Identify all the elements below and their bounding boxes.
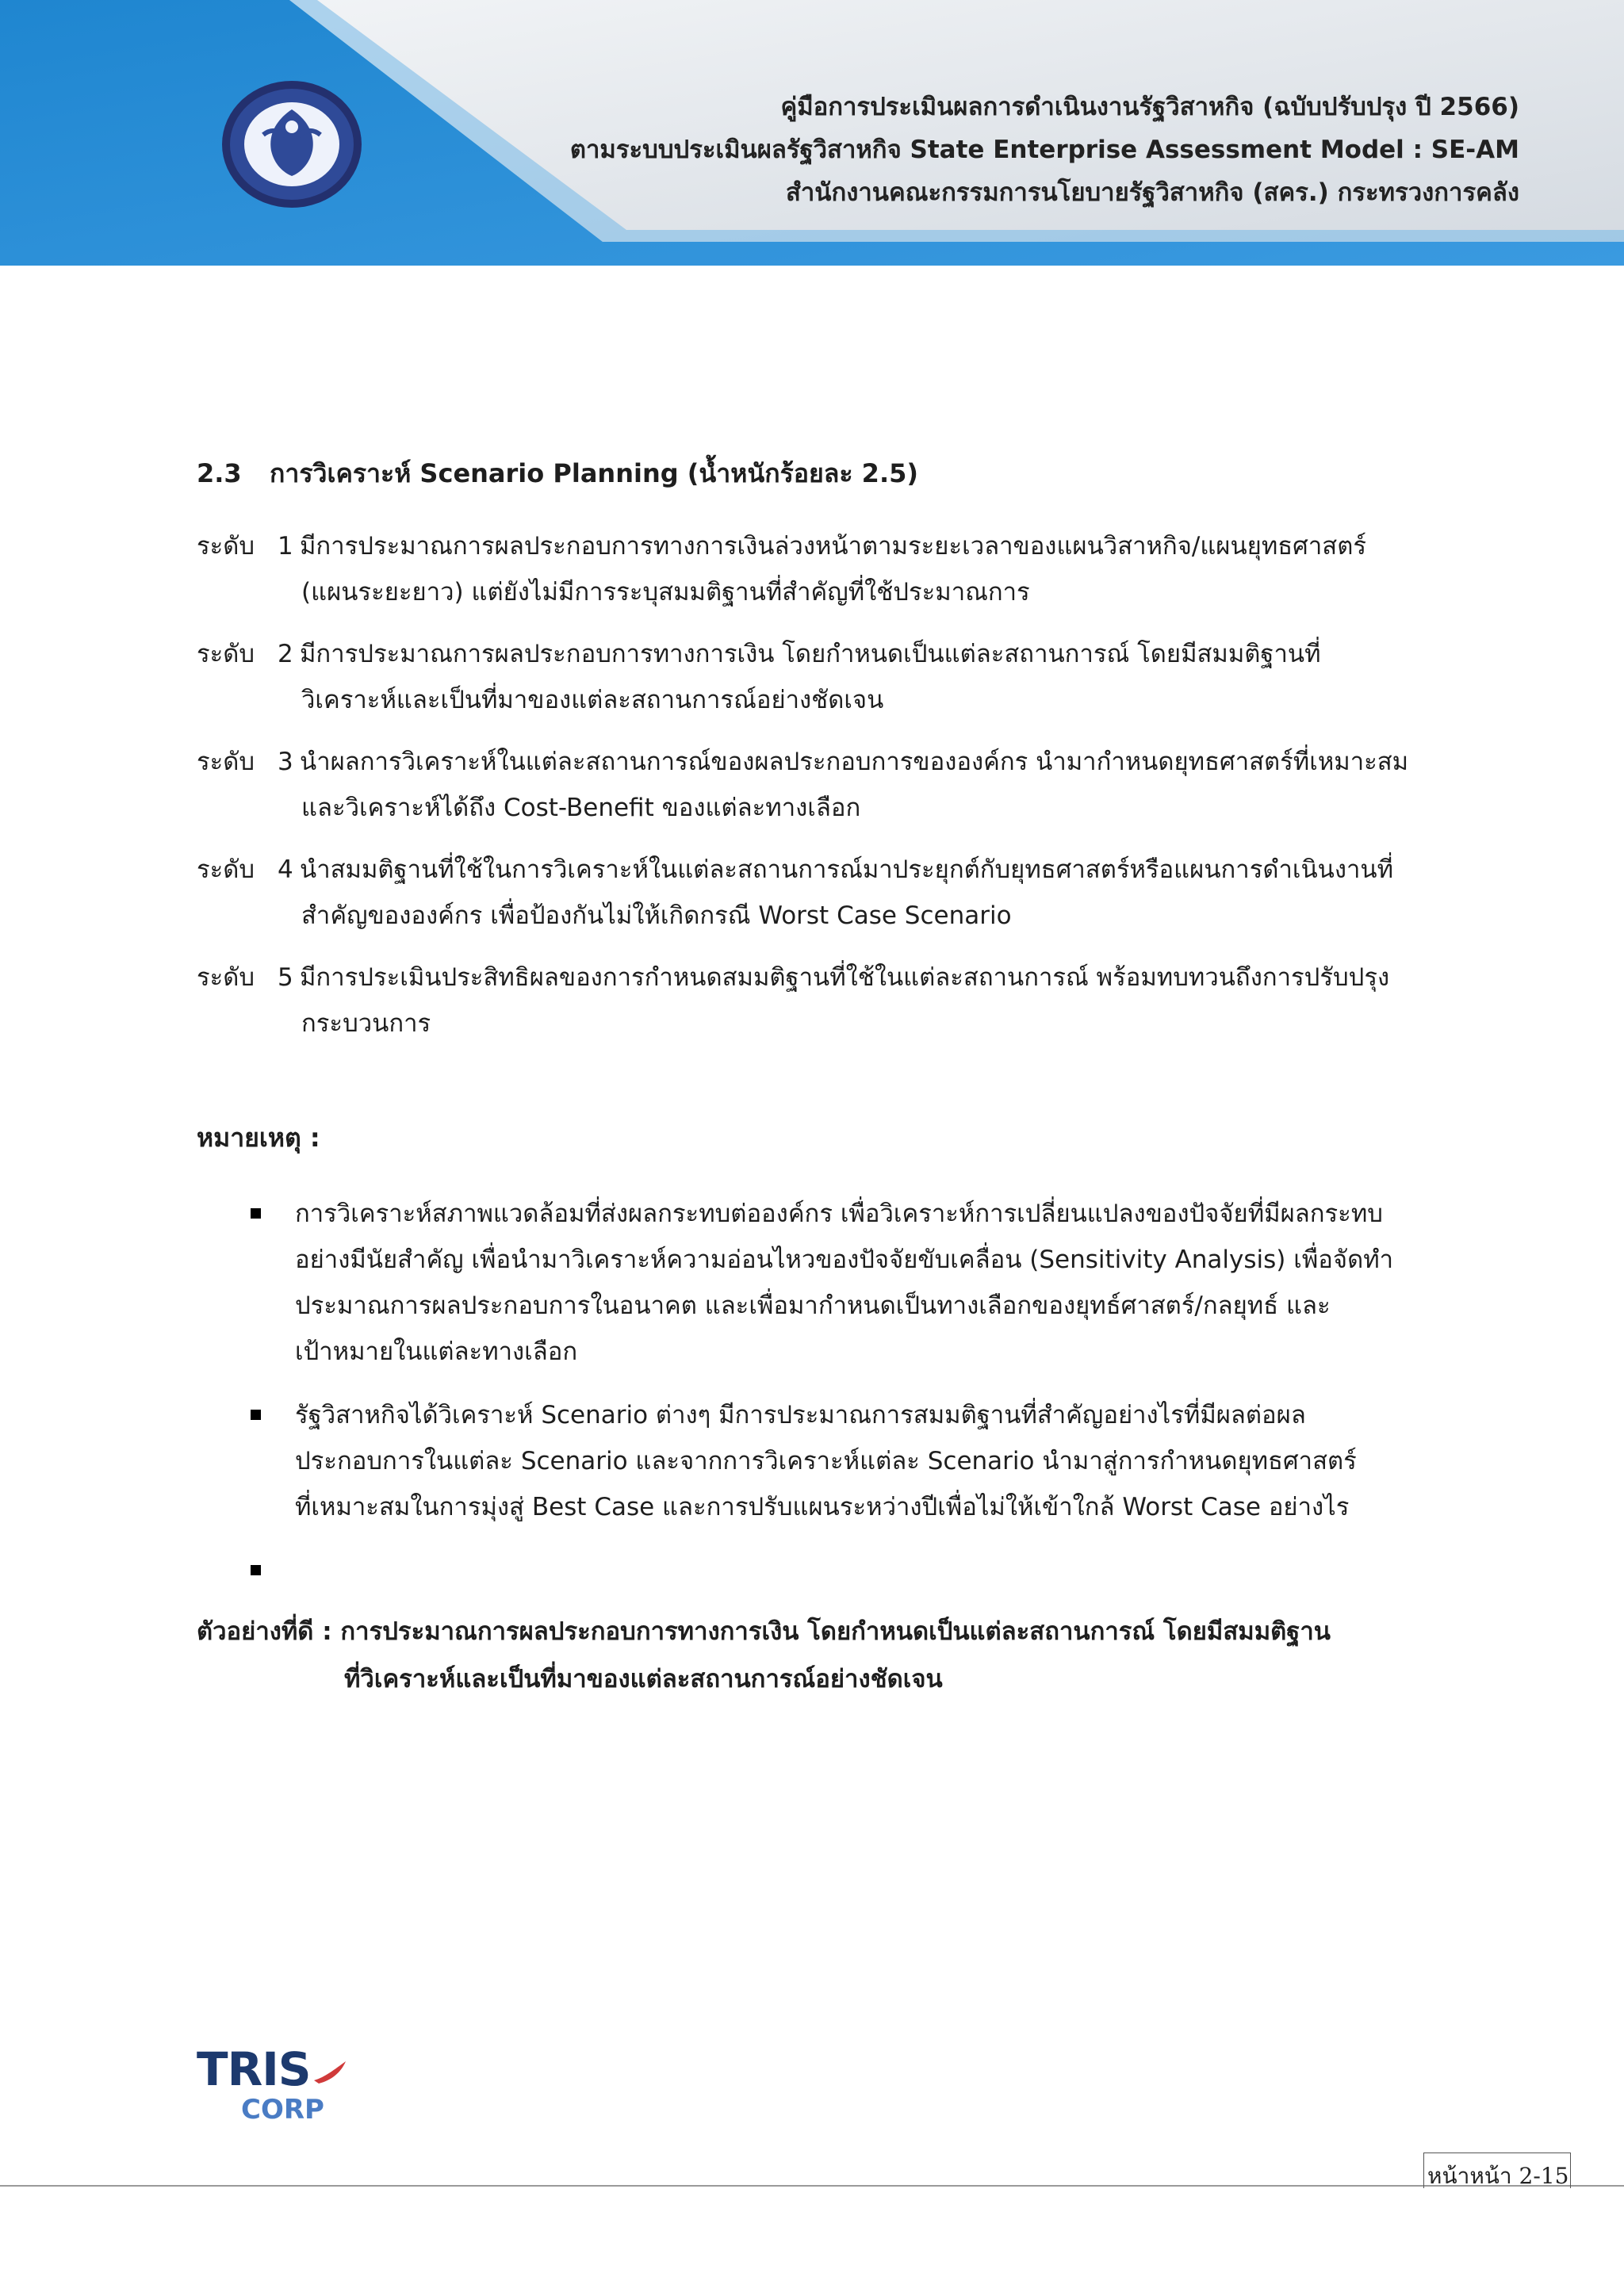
level-tag: ระดับ — [197, 963, 255, 992]
note-text: การวิเคราะห์สภาพแวดล้อมที่ส่งผลกระทบต่อองค์กร เพื่อวิเคราะห์การเปลี่ยนแปลงของปัจจัยที่มีผลกระทบ — [295, 1200, 1383, 1228]
section-title: การวิเคราะห์ Scenario Planning (น้ำหนักร้อยละ 2.5) — [270, 458, 918, 488]
header-title-line: สำนักงานคณะกรรมการนโยบายรัฐวิสาหกิจ (สคร.) กระทรวงการคลัง — [785, 178, 1519, 207]
level-text: นำสมมติฐานที่ใช้ในการวิเคราะห์ในแต่ละสถานการณ์มาประยุกต์กับยุทธศาสตร์หรือแผนการดำเนินงานที่ — [300, 855, 1394, 884]
footer-divider — [0, 2185, 1624, 2187]
good-example-text: ตัวอย่างที่ดี : การประมาณการผลประกอบการทางการเงิน โดยกำหนดเป็นแต่ละสถานการณ์ โดยมีสมมติฐาน — [197, 1617, 1331, 1646]
level-text: มีการประมาณการผลประกอบการทางการเงินล่วงหน้าตามระยะเวลาของแผนวิสาหกิจ/แผนยุทธศาสตร์ — [300, 532, 1366, 561]
bullet-square-icon — [251, 1410, 261, 1420]
level-text: นำผลการวิเคราะห์ในแต่ละสถานการณ์ของผลประกอบการขององค์กร นำมากำหนดยุทธศาสตร์ที่เหมาะสม — [300, 748, 1409, 776]
level-number: 1 — [278, 532, 293, 561]
header-title-line: คู่มือการประเมินผลการดำเนินงานรัฐวิสาหกิจ (ฉบับปรับปรุง ปี 2566) — [780, 93, 1519, 121]
level-text: มีการประเมินประสิทธิผลของการกำหนดสมมติฐานที่ใช้ในแต่ละสถานการณ์ พร้อมทบทวนถึงการปรับปรุง — [300, 963, 1390, 992]
level-tag: ระดับ — [197, 855, 255, 884]
level-number: 2 — [278, 640, 293, 668]
bullet-square-icon — [251, 1565, 261, 1575]
note-bullet-list — [246, 1191, 1431, 1611]
note-text: อย่างมีนัยสำคัญ เพื่อนำมาวิเคราะห์ความอ่อนไหวของปัจจัยขับเคลื่อน (Sensitivity Analysis) เพื่อจัดทำ — [295, 1246, 1394, 1274]
level-text: (แผนระยะยาว) แต่ยังไม่มีการระบุสมมติฐานที่สำคัญที่ใช้ประมาณการ — [301, 578, 1030, 607]
note-bullet — [246, 1191, 1431, 1375]
level-number: 5 — [278, 963, 293, 992]
tris-corp-logo — [195, 2045, 354, 2125]
ministry-seal-icon — [216, 78, 368, 211]
svg-text:TRIS: TRIS — [197, 2045, 311, 2096]
section-heading — [197, 453, 918, 494]
note-heading: หมายเหตุ : — [197, 1123, 320, 1153]
note-text: ประมาณการผลประกอบการในอนาคต และเพื่อมากำหนดเป็นทางเลือกของยุทธ์ศาสตร์/กลยุทธ์ และ — [295, 1292, 1331, 1320]
level-item — [197, 955, 1430, 1047]
good-example-block — [197, 1608, 1434, 1703]
level-text: สำคัญขององค์กร เพื่อป้องกันไม่ให้เกิดกรณี Worst Case Scenario — [301, 901, 1012, 930]
bullet-square-icon — [251, 1208, 261, 1219]
level-criteria-list — [197, 523, 1430, 1062]
section-number: 2.3 — [197, 458, 242, 488]
note-text: ประกอบการในแต่ละ Scenario และจากการวิเคราะห์แต่ละ Scenario นำมาสู่การกำหนดยุทธศาสตร์ — [295, 1447, 1357, 1475]
header-title-line: ตามระบบประเมินผลรัฐวิสาหกิจ State Enterprise Assessment Model : SE-AM — [569, 136, 1519, 164]
level-text: กระบวนการ — [301, 1009, 431, 1038]
note-text: รัฐวิสาหกิจได้วิเคราะห์ Scenario ต่างๆ มีการประมาณการสมมติฐานที่สำคัญอย่างไรที่มีผลต่อผล — [295, 1401, 1306, 1429]
note-bullet-empty — [246, 1548, 1431, 1594]
level-text: วิเคราะห์และเป็นที่มาของแต่ละสถานการณ์อย่างชัดเจน — [301, 686, 884, 714]
good-example-text: ที่วิเคราะห์และเป็นที่มาของแต่ละสถานการณ์อย่างชัดเจน — [344, 1665, 943, 1693]
note-text: ที่เหมาะสมในการมุ่งสู่ Best Case และการปรับแผนระหว่างปีเพื่อไม่ให้เข้าใกล้ Worst Case อย่างไร — [295, 1493, 1350, 1521]
page-number: หน้าหน้า 2-15 — [1423, 2152, 1571, 2188]
note-text: เป้าหมายในแต่ละทางเลือก — [295, 1337, 578, 1366]
header-title-block — [570, 86, 1519, 214]
note-bullet — [246, 1392, 1431, 1530]
svg-text:CORP: CORP — [241, 2094, 324, 2125]
level-number: 3 — [278, 748, 293, 776]
level-item — [197, 847, 1430, 939]
level-item — [197, 523, 1430, 615]
level-tag: ระดับ — [197, 748, 255, 776]
page-header — [0, 0, 1624, 266]
level-tag: ระดับ — [197, 532, 255, 561]
level-item — [197, 631, 1430, 723]
level-number: 4 — [278, 855, 293, 884]
level-text: และวิเคราะห์ได้ถึง Cost-Benefit ของแต่ละทางเลือก — [301, 794, 861, 822]
level-tag: ระดับ — [197, 640, 255, 668]
level-item — [197, 739, 1430, 831]
level-text: มีการประมาณการผลประกอบการทางการเงิน โดยกำหนดเป็นแต่ละสถานการณ์ โดยมีสมมติฐานที่ — [300, 640, 1321, 668]
